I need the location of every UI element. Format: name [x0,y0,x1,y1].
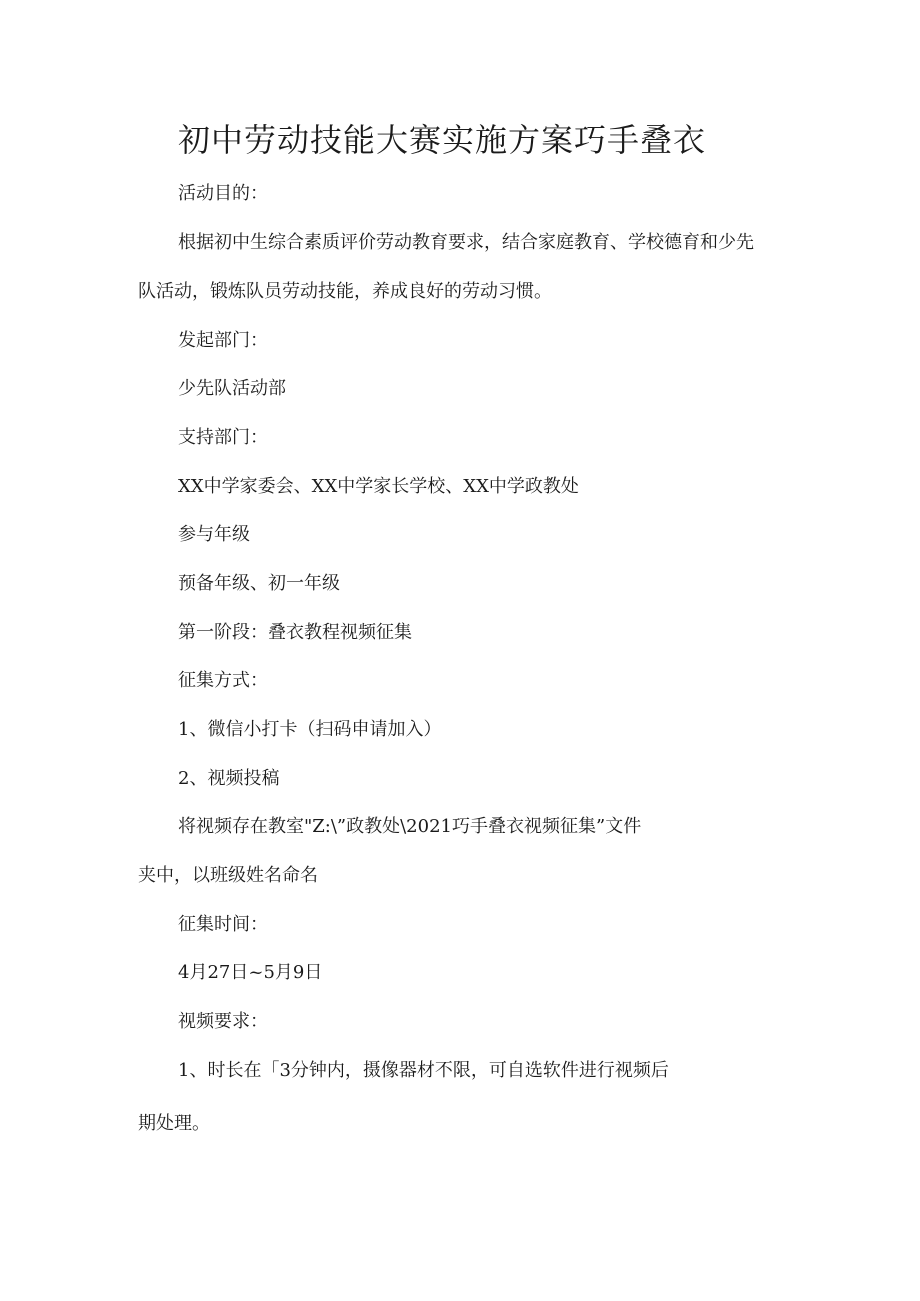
paragraph-requirement-1-line1: 1、时长在「3分钟内，摄像器材不限，可自选软件进行视频后 [178,1060,669,1081]
paragraph-save-path-line1: 将视频存在教室"Z:\”政教处\2021巧手叠衣视频征集”文件 [178,816,642,837]
heading-collection-method: 征集方式： [178,670,268,691]
list-item-method-2: 2、视频投稿 [178,768,280,789]
text-grades: 预备年级、初一年级 [178,573,340,594]
heading-activity-purpose: 活动目的： [178,183,268,204]
text-initiating-dept: 少先队活动部 [178,378,286,399]
heading-video-requirements: 视频要求： [178,1011,268,1032]
document-title: 初中劳动技能大赛实施方案巧手叠衣 [178,121,707,159]
paragraph-requirement-1-line2: 期处理。 [138,1113,210,1134]
heading-initiating-dept: 发起部门： [178,330,268,351]
list-item-method-1: 1、微信小打卡（扫码申请加入） [178,719,442,740]
text-supporting-dept: XX中学家委会、XX中学家长学校、XX中学政教处 [178,476,579,497]
paragraph-save-path-line2: 夹中，以班级姓名命名 [138,865,318,886]
heading-grades: 参与年级 [178,524,250,545]
heading-supporting-dept: 支持部门： [178,427,268,448]
heading-stage-one: 第一阶段：叠衣教程视频征集 [178,622,412,643]
text-collection-time: 4月27日~5月9日 [178,962,323,983]
paragraph-purpose-line2: 队活动，锻炼队员劳动技能，养成良好的劳动习惯。 [138,281,552,302]
paragraph-purpose-line1: 根据初中生综合素质评价劳动教育要求，结合家庭教育、学校德育和少先 [178,232,754,253]
heading-collection-time: 征集时间： [178,914,268,935]
